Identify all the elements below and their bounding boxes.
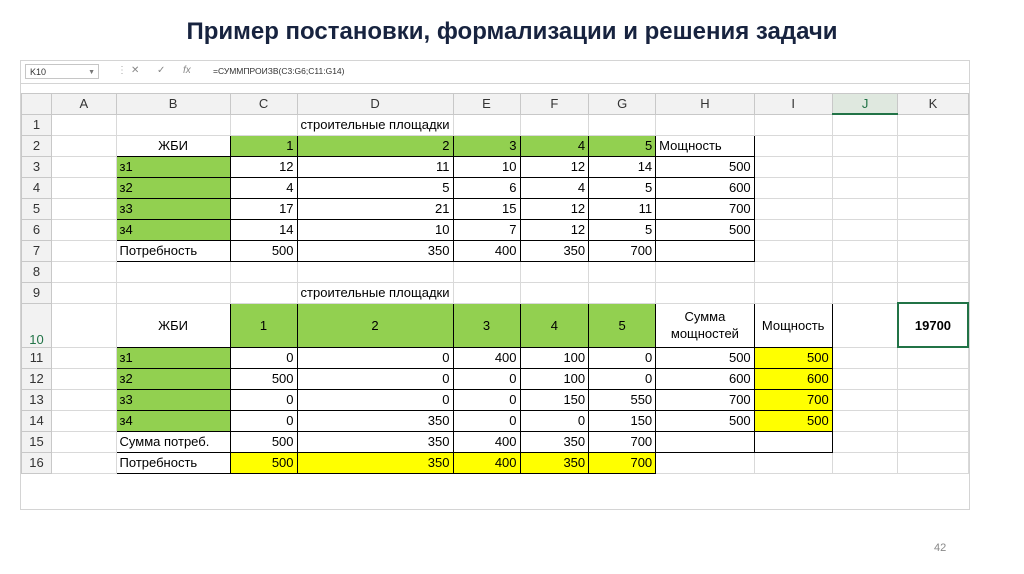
table1-capacity-cell[interactable]: 600	[656, 177, 755, 198]
cell[interactable]	[898, 389, 968, 410]
cell[interactable]	[898, 240, 968, 261]
table2-plan-cell[interactable]: 500	[230, 368, 297, 389]
cell[interactable]	[453, 282, 520, 303]
table2-factory-label[interactable]: з4	[116, 410, 230, 431]
row-header[interactable]: 1	[22, 114, 52, 135]
table1-cost-cell[interactable]: 15	[453, 198, 520, 219]
sheet-row	[22, 431, 969, 452]
sheet-row	[22, 347, 969, 368]
row-header[interactable]: 8	[22, 261, 52, 282]
cell[interactable]	[116, 282, 230, 303]
name-box-value: K10	[30, 67, 47, 77]
table1-cost-cell[interactable]: 17	[230, 198, 297, 219]
table1-corner-cell[interactable]: ЖБИ	[116, 135, 230, 156]
sheet-row	[22, 240, 969, 261]
cell[interactable]	[52, 410, 117, 431]
table2-demand-cell[interactable]: 500	[230, 452, 297, 473]
table2-demand-cell[interactable]: 350	[297, 452, 453, 473]
table1-capacity-cell[interactable]: 500	[656, 156, 755, 177]
table2-demand-cell[interactable]: 700	[589, 452, 656, 473]
table1-site-header[interactable]: 4	[520, 135, 589, 156]
table1-demand-cell[interactable]: 700	[589, 240, 656, 261]
table1-cost-cell[interactable]: 12	[520, 198, 589, 219]
table2-demand-cell[interactable]: 350	[520, 452, 589, 473]
table2-site-header[interactable]: 4	[520, 303, 589, 347]
sheet-row	[22, 410, 969, 431]
table2-sum-capacity-cell[interactable]: 600	[656, 368, 755, 389]
sheet-row	[22, 261, 969, 282]
sheet-row	[22, 303, 969, 347]
table2-sum-capacity-cell[interactable]: 700	[656, 389, 755, 410]
sheet-row	[22, 368, 969, 389]
sheet-row	[22, 219, 969, 240]
table1-cost-cell[interactable]: 4	[230, 177, 297, 198]
table1-demand-cell[interactable]: 350	[297, 240, 453, 261]
table2-demand-cell[interactable]: 400	[453, 452, 520, 473]
table1-cost-cell[interactable]: 14	[230, 219, 297, 240]
table1-cost-cell[interactable]: 10	[453, 156, 520, 177]
cell[interactable]	[754, 240, 832, 261]
row-header[interactable]: 10	[22, 303, 52, 347]
cell[interactable]	[589, 114, 656, 135]
formula-bar	[21, 61, 969, 84]
row-header[interactable]: 7	[22, 240, 52, 261]
table1-capacity-cell[interactable]: 500	[656, 219, 755, 240]
cell[interactable]	[898, 114, 968, 135]
table1-demand-cell[interactable]: 500	[230, 240, 297, 261]
cell[interactable]	[832, 389, 898, 410]
sheet-row	[22, 156, 969, 177]
cell[interactable]	[754, 452, 832, 473]
table1-demand-cell[interactable]: 350	[520, 240, 589, 261]
spreadsheet-window	[20, 60, 970, 510]
cell[interactable]	[52, 282, 117, 303]
table2-sum-demand-cell[interactable]: 500	[230, 431, 297, 452]
cell[interactable]	[52, 114, 117, 135]
table2-capacity-cell[interactable]: 500	[754, 347, 832, 368]
sheet-row	[22, 177, 969, 198]
cell[interactable]	[832, 240, 898, 261]
cell[interactable]	[754, 135, 832, 156]
column-header[interactable]: C	[230, 94, 297, 115]
cell[interactable]	[898, 219, 968, 240]
row-header[interactable]: 13	[22, 389, 52, 410]
table2-site-header[interactable]: 2	[297, 303, 453, 347]
row-header[interactable]: 16	[22, 452, 52, 473]
cell[interactable]	[520, 282, 589, 303]
row-header[interactable]: 6	[22, 219, 52, 240]
table1-cost-cell[interactable]: 12	[230, 156, 297, 177]
cell[interactable]	[898, 177, 968, 198]
page-number: 42	[934, 542, 947, 554]
cancel-icon[interactable]: ✕	[131, 65, 140, 76]
table1-site-header[interactable]: 1	[230, 135, 297, 156]
column-header[interactable]: G	[589, 94, 656, 115]
table2-title[interactable]: строительные площадки	[297, 282, 453, 303]
table1-cost-cell[interactable]: 5	[297, 177, 453, 198]
cell[interactable]	[297, 261, 453, 282]
table1-factory-label[interactable]: з1	[116, 156, 230, 177]
table2-factory-label[interactable]: з3	[116, 389, 230, 410]
row-header[interactable]: 5	[22, 198, 52, 219]
sheet-row	[22, 389, 969, 410]
table2-sum-demand-cell[interactable]: 400	[453, 431, 520, 452]
table2-sum-demand-label[interactable]: Сумма потреб.	[116, 431, 230, 452]
cell[interactable]	[453, 261, 520, 282]
cell[interactable]	[656, 431, 755, 452]
table2-plan-cell[interactable]: 0	[589, 347, 656, 368]
table2-factory-label[interactable]: з1	[116, 347, 230, 368]
cell[interactable]	[52, 347, 117, 368]
table2-capacity-cell[interactable]: 700	[754, 389, 832, 410]
table1-cost-cell[interactable]: 6	[453, 177, 520, 198]
table2-plan-cell[interactable]: 150	[520, 389, 589, 410]
cell[interactable]	[898, 198, 968, 219]
cell[interactable]	[754, 282, 832, 303]
cell[interactable]	[52, 135, 117, 156]
cell[interactable]	[656, 240, 755, 261]
row-header[interactable]: 3	[22, 156, 52, 177]
column-header[interactable]: J	[832, 94, 898, 115]
cell[interactable]	[52, 240, 117, 261]
cell[interactable]	[52, 452, 117, 473]
table1-cost-cell[interactable]: 11	[297, 156, 453, 177]
table2-plan-cell[interactable]: 150	[589, 410, 656, 431]
table1-factory-label[interactable]: з4	[116, 219, 230, 240]
table2-plan-cell[interactable]: 100	[520, 347, 589, 368]
cell[interactable]	[230, 261, 297, 282]
cell[interactable]	[52, 156, 117, 177]
cell[interactable]	[656, 114, 755, 135]
table1-site-header[interactable]: 2	[297, 135, 453, 156]
table1-demand-cell[interactable]: 400	[453, 240, 520, 261]
table2-plan-cell[interactable]: 0	[230, 347, 297, 368]
table1-cost-cell[interactable]: 12	[520, 219, 589, 240]
cell[interactable]	[832, 431, 898, 452]
table2-plan-cell[interactable]: 0	[297, 389, 453, 410]
cell[interactable]	[898, 261, 968, 282]
table2-sum-capacity-cell[interactable]: 500	[656, 410, 755, 431]
cell[interactable]	[832, 282, 898, 303]
cell[interactable]	[832, 114, 898, 135]
cell-grid	[21, 93, 969, 474]
cell[interactable]	[898, 156, 968, 177]
chevron-down-icon[interactable]: ▼	[88, 69, 95, 76]
sheet-row	[22, 135, 969, 156]
cell[interactable]	[754, 198, 832, 219]
row-header[interactable]: 15	[22, 431, 52, 452]
cell[interactable]	[656, 261, 755, 282]
cell[interactable]	[754, 114, 832, 135]
table2-capacity-header[interactable]: Мощность	[754, 303, 832, 347]
cell[interactable]	[832, 219, 898, 240]
cell[interactable]	[832, 347, 898, 368]
cell[interactable]	[589, 282, 656, 303]
cell[interactable]	[52, 303, 117, 347]
cell[interactable]	[230, 282, 297, 303]
table1-cost-cell[interactable]: 4	[520, 177, 589, 198]
table2-demand-label[interactable]: Потребность	[116, 452, 230, 473]
table1-cost-cell[interactable]: 7	[453, 219, 520, 240]
cell[interactable]	[898, 347, 968, 368]
select-all-corner[interactable]	[22, 94, 52, 115]
cell[interactable]	[754, 177, 832, 198]
cell[interactable]	[754, 261, 832, 282]
table2-site-header[interactable]: 3	[453, 303, 520, 347]
column-header[interactable]: D	[297, 94, 453, 115]
table2-sum-demand-cell[interactable]: 350	[520, 431, 589, 452]
cell[interactable]	[832, 135, 898, 156]
cell[interactable]	[898, 452, 968, 473]
table2-plan-cell[interactable]: 0	[589, 368, 656, 389]
table2-sum-capacity-header[interactable]: Сумма мощностей	[656, 303, 755, 347]
cell[interactable]	[832, 198, 898, 219]
row-header[interactable]: 9	[22, 282, 52, 303]
table2-sum-demand-cell[interactable]: 700	[589, 431, 656, 452]
sheet-row	[22, 452, 969, 473]
table2-plan-cell[interactable]: 400	[453, 347, 520, 368]
cell[interactable]	[52, 177, 117, 198]
cell[interactable]	[832, 156, 898, 177]
sheet-row	[22, 282, 969, 303]
table2-plan-cell[interactable]: 0	[453, 368, 520, 389]
cell[interactable]	[52, 431, 117, 452]
cell[interactable]	[832, 177, 898, 198]
cell[interactable]	[656, 452, 755, 473]
table1-demand-label[interactable]: Потребность	[116, 240, 230, 261]
row-header[interactable]: 12	[22, 368, 52, 389]
formula-input[interactable]: =СУММПРОИЗВ(C3:G6;C11:G14)	[213, 66, 345, 76]
insert-function-icon[interactable]: fx	[183, 65, 191, 76]
cell[interactable]	[52, 261, 117, 282]
confirm-icon[interactable]: ✓	[157, 65, 166, 76]
cell[interactable]	[898, 368, 968, 389]
table2-plan-cell[interactable]: 0	[297, 347, 453, 368]
table1-title[interactable]: строительные площадки	[297, 114, 453, 135]
column-header[interactable]: K	[898, 94, 968, 115]
cell[interactable]	[754, 156, 832, 177]
row-header[interactable]: 14	[22, 410, 52, 431]
column-header[interactable]: H	[656, 94, 755, 115]
cell[interactable]	[589, 261, 656, 282]
table2-sum-demand-cell[interactable]: 350	[297, 431, 453, 452]
table1-capacity-header[interactable]: Мощность	[656, 135, 755, 156]
cell[interactable]	[898, 431, 968, 452]
cell[interactable]	[52, 368, 117, 389]
table2-plan-cell[interactable]: 550	[589, 389, 656, 410]
table1-cost-cell[interactable]: 5	[589, 219, 656, 240]
cell[interactable]	[832, 303, 898, 347]
column-header[interactable]: E	[453, 94, 520, 115]
cell[interactable]	[832, 261, 898, 282]
table2-factory-label[interactable]: з2	[116, 368, 230, 389]
result-cell[interactable]: 19700	[898, 303, 968, 347]
table2-plan-cell[interactable]: 350	[297, 410, 453, 431]
cell[interactable]	[898, 282, 968, 303]
table1-site-header[interactable]: 3	[453, 135, 520, 156]
table2-plan-cell[interactable]: 0	[230, 410, 297, 431]
table1-cost-cell[interactable]: 5	[589, 177, 656, 198]
cell[interactable]	[832, 452, 898, 473]
table2-plan-cell[interactable]: 0	[453, 389, 520, 410]
table2-capacity-cell[interactable]: 500	[754, 410, 832, 431]
table1-cost-cell[interactable]: 21	[297, 198, 453, 219]
cell[interactable]	[898, 410, 968, 431]
table1-factory-label[interactable]: з3	[116, 198, 230, 219]
cell[interactable]	[230, 114, 297, 135]
table1-cost-cell[interactable]: 14	[589, 156, 656, 177]
cell[interactable]	[656, 282, 755, 303]
cell[interactable]	[898, 135, 968, 156]
table2-capacity-cell[interactable]: 600	[754, 368, 832, 389]
table1-capacity-cell[interactable]: 700	[656, 198, 755, 219]
column-header[interactable]: A	[52, 94, 117, 115]
table2-plan-cell[interactable]: 0	[297, 368, 453, 389]
table1-cost-cell[interactable]: 10	[297, 219, 453, 240]
cell[interactable]	[453, 114, 520, 135]
sheet-row	[22, 198, 969, 219]
table1-factory-label[interactable]: з2	[116, 177, 230, 198]
table2-plan-cell[interactable]: 0	[230, 389, 297, 410]
cell[interactable]	[520, 261, 589, 282]
slide-title: Пример постановки, формализации и решения задачи	[186, 18, 838, 45]
column-header[interactable]: B	[116, 94, 230, 115]
table2-plan-cell[interactable]: 0	[453, 410, 520, 431]
cell[interactable]	[520, 114, 589, 135]
table2-corner-cell[interactable]: ЖБИ	[116, 303, 230, 347]
row-header[interactable]: 2	[22, 135, 52, 156]
column-header[interactable]: F	[520, 94, 589, 115]
sheet-row	[22, 114, 969, 135]
row-header[interactable]: 11	[22, 347, 52, 368]
cell[interactable]	[754, 219, 832, 240]
cell[interactable]	[754, 431, 832, 452]
cell[interactable]	[52, 389, 117, 410]
cell[interactable]	[116, 114, 230, 135]
name-box[interactable]	[25, 64, 99, 79]
formula-bar-grip-icon: ⋮	[117, 65, 127, 76]
column-header-row	[22, 94, 969, 115]
table2-site-header[interactable]: 5	[589, 303, 656, 347]
cell[interactable]	[832, 368, 898, 389]
cell[interactable]	[832, 410, 898, 431]
cell[interactable]	[116, 261, 230, 282]
table1-cost-cell[interactable]: 12	[520, 156, 589, 177]
cell[interactable]	[52, 198, 117, 219]
column-header[interactable]: I	[754, 94, 832, 115]
table2-site-header[interactable]: 1	[230, 303, 297, 347]
table1-cost-cell[interactable]: 11	[589, 198, 656, 219]
table2-plan-cell[interactable]: 100	[520, 368, 589, 389]
table2-sum-capacity-cell[interactable]: 500	[656, 347, 755, 368]
table1-site-header[interactable]: 5	[589, 135, 656, 156]
row-header[interactable]: 4	[22, 177, 52, 198]
cell[interactable]	[52, 219, 117, 240]
table2-plan-cell[interactable]: 0	[520, 410, 589, 431]
